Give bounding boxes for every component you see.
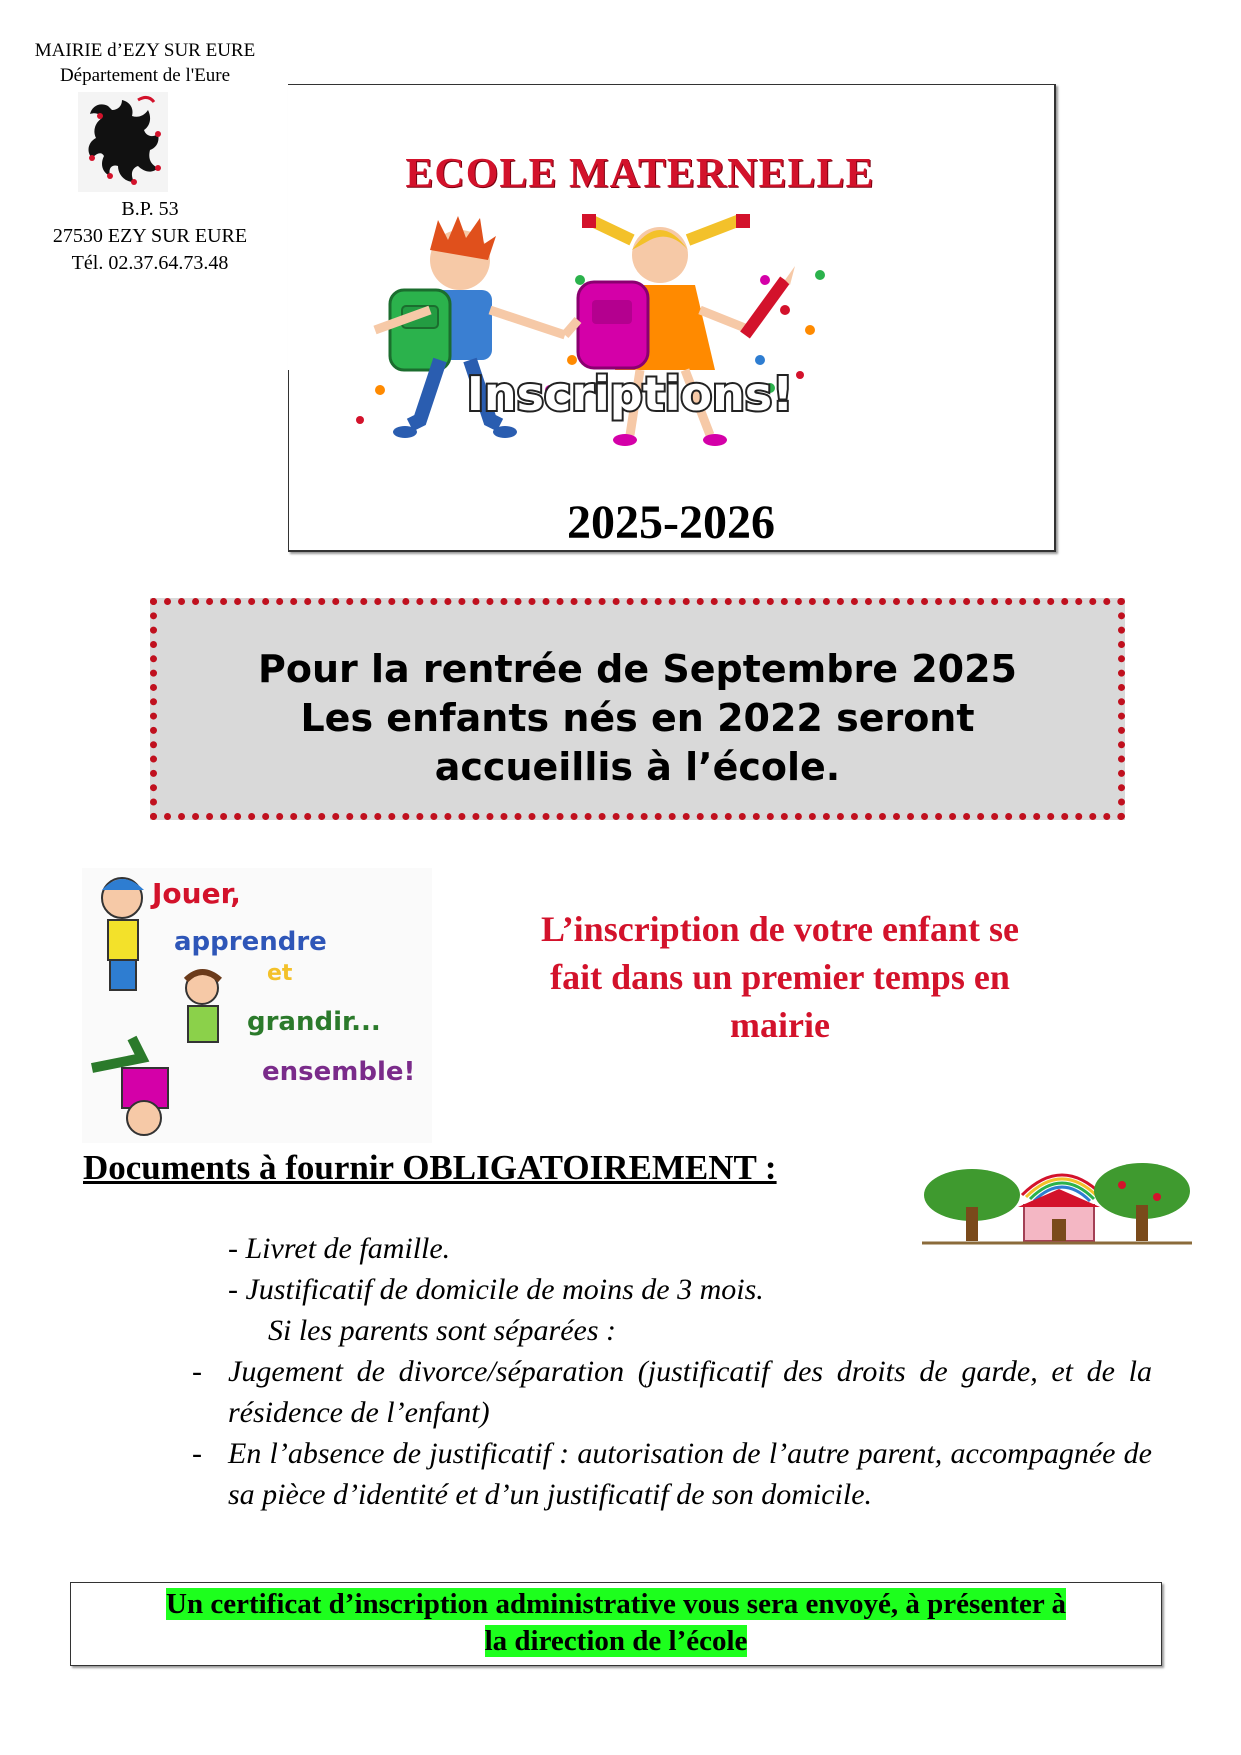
mairie-postal: 27530 EZY SUR EURE <box>52 225 248 247</box>
apprendre-word: apprendre <box>174 927 327 957</box>
note-line-1: L’inscription de votre enfant se <box>540 909 1019 949</box>
rentree-info-text <box>157 645 1118 792</box>
certificate-notice-box <box>70 1582 1162 1666</box>
rentree-line-2: Les enfants nés en 2022 seront <box>300 696 975 740</box>
mairie-phone: Tél. 02.37.64.73.48 <box>71 252 229 274</box>
inscriptions-banner: Inscriptions! <box>466 367 794 421</box>
coat-of-arms-lion-icon <box>78 92 168 192</box>
ensemble-word: ensemble! <box>262 1057 416 1087</box>
school-title: ECOLE MATERNELLE <box>405 151 875 197</box>
certificate-line-2: la direction de l’école <box>484 1625 748 1657</box>
children-with-backpacks-illustration <box>350 210 910 490</box>
note-line-3: mairie <box>730 1005 830 1045</box>
rentree-info-box <box>150 598 1125 820</box>
mairie-bp: B.P. 53 <box>121 198 179 220</box>
doc-jugement-text: Jugement de divorce/séparation (justificatif des droits de garde, et de la résidence de l’enfant) <box>228 1355 1152 1429</box>
mairie-header <box>20 38 270 88</box>
doc-parents-separes: Si les parents sont séparées : <box>268 1314 617 1347</box>
certificate-line-1: Un certificat d’inscription administrative vous sera envoyé, à présenter à <box>166 1588 1066 1620</box>
rentree-line-3: accueillis à l’école. <box>434 745 841 789</box>
mairie-address <box>30 196 270 277</box>
note-line-2: fait dans un premier temps en <box>550 957 1010 997</box>
et-word: et <box>267 961 293 986</box>
bullet-dash: - <box>192 1355 202 1388</box>
mairie-name: MAIRIE d’EZY SUR EURE <box>34 40 256 61</box>
doc-absence-item <box>192 1433 1152 1515</box>
jouer-apprendre-grandir-illustration <box>82 868 432 1143</box>
inscription-mairie-note <box>470 905 1090 1049</box>
doc-absence-text: En l’absence de justificatif : autorisation de l’autre parent, accompagnée de sa pièce d’identité et d’un justificatif de son domicile. <box>228 1437 1152 1511</box>
rentree-line-1: Pour la rentrée de Septembre 2025 <box>258 647 1017 691</box>
mairie-department: Département de l'Eure <box>59 65 231 86</box>
documents-list <box>192 1228 1152 1515</box>
jouer-word: Jouer, <box>152 877 241 910</box>
doc-justificatif-domicile: - Justificatif de domicile de moins de 3 mois. <box>228 1273 764 1306</box>
school-year: 2025-2026 <box>567 496 775 549</box>
documents-title: Documents à fournir OBLIGATOIREMENT : <box>83 1148 777 1187</box>
doc-jugement-item <box>192 1351 1152 1433</box>
grandir-word: grandir... <box>247 1007 381 1037</box>
bullet-dash: - <box>192 1437 202 1470</box>
doc-livret-famille: - Livret de famille. <box>228 1232 451 1265</box>
